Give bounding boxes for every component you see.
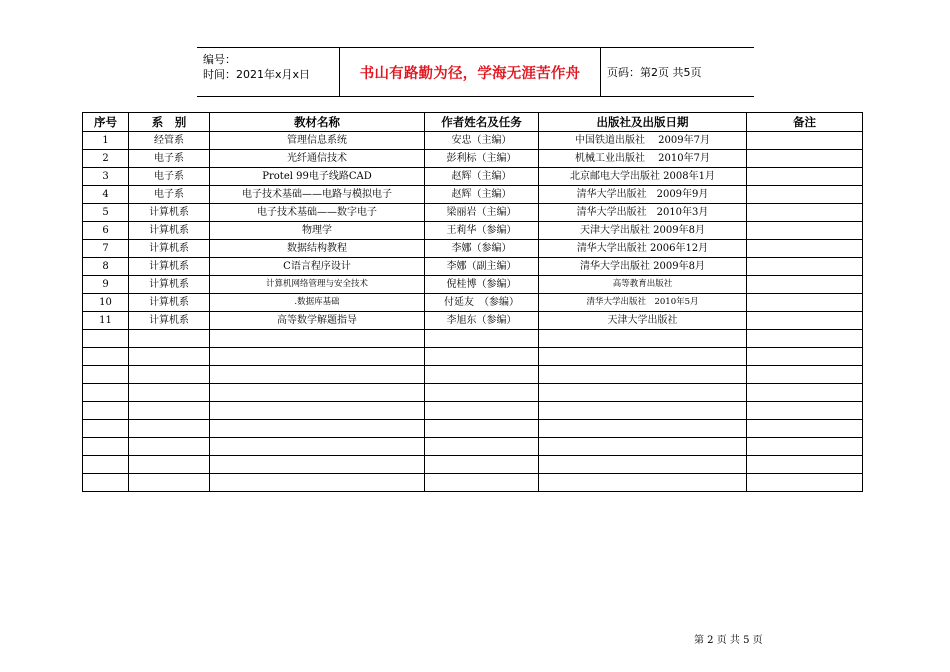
empty-cell	[83, 330, 129, 348]
cell-textbook-name: 物理学	[210, 222, 425, 240]
cell-author: 赵辉（主编）	[425, 186, 539, 204]
empty-cell	[539, 402, 747, 420]
empty-cell	[747, 456, 863, 474]
cell-textbook-name: .数据库基础	[210, 294, 425, 312]
empty-cell	[83, 474, 129, 492]
cell-publisher: 清华大学出版社 2006年12月	[539, 240, 747, 258]
empty-cell	[425, 384, 539, 402]
empty-cell	[129, 384, 210, 402]
empty-cell	[747, 366, 863, 384]
empty-cell	[83, 402, 129, 420]
empty-cell	[129, 420, 210, 438]
cell-publisher: 中国铁道出版社 2009年7月	[539, 132, 747, 150]
empty-cell	[129, 456, 210, 474]
empty-cell	[129, 474, 210, 492]
cell-index: 2	[83, 150, 129, 168]
header-meta	[197, 48, 339, 96]
empty-table-row	[83, 420, 863, 438]
cell-remarks	[747, 186, 863, 204]
table-row	[83, 312, 863, 330]
table-row	[83, 294, 863, 312]
cell-publisher: 清华大学出版社 2010年5月	[539, 294, 747, 312]
header-remarks: 备注	[747, 113, 863, 132]
cell-department: 计算机系	[129, 312, 210, 330]
cell-remarks	[747, 204, 863, 222]
empty-cell	[747, 420, 863, 438]
cell-remarks	[747, 168, 863, 186]
cell-remarks	[747, 132, 863, 150]
empty-cell	[129, 366, 210, 384]
cell-textbook-name: 高等数学解题指导	[210, 312, 425, 330]
table-header-row	[83, 113, 863, 132]
header-motto: 书山有路勤为径，学海无涯苦作舟	[339, 48, 601, 96]
cell-remarks	[747, 258, 863, 276]
empty-cell	[129, 330, 210, 348]
empty-table-row	[83, 438, 863, 456]
table-row	[83, 258, 863, 276]
header-author: 作者姓名及任务	[425, 113, 539, 132]
cell-department: 电子系	[129, 150, 210, 168]
cell-index: 6	[83, 222, 129, 240]
cell-department: 计算机系	[129, 276, 210, 294]
header-publisher: 出版社及出版日期	[539, 113, 747, 132]
empty-table-row	[83, 474, 863, 492]
cell-textbook-name: 电子技术基础——电路与模拟电子	[210, 186, 425, 204]
cell-textbook-name: 管理信息系统	[210, 132, 425, 150]
empty-cell	[425, 402, 539, 420]
table-row	[83, 222, 863, 240]
cell-author: 安忠（主编）	[425, 132, 539, 150]
cell-textbook-name: 计算机网络管理与安全技术	[210, 276, 425, 294]
empty-cell	[210, 420, 425, 438]
empty-table-row	[83, 330, 863, 348]
document-time-label: 时间：2021年x月x日	[203, 68, 311, 81]
cell-index: 3	[83, 168, 129, 186]
cell-department: 计算机系	[129, 204, 210, 222]
empty-cell	[129, 438, 210, 456]
cell-department: 经管系	[129, 132, 210, 150]
empty-cell	[425, 456, 539, 474]
table-row	[83, 132, 863, 150]
empty-cell	[539, 420, 747, 438]
empty-cell	[83, 420, 129, 438]
empty-cell	[539, 384, 747, 402]
empty-cell	[539, 474, 747, 492]
empty-cell	[210, 348, 425, 366]
cell-remarks	[747, 276, 863, 294]
table-row	[83, 186, 863, 204]
header-page-label: 页码：第2页 共5页	[607, 66, 702, 79]
empty-cell	[210, 366, 425, 384]
cell-textbook-name: 数据结构教程	[210, 240, 425, 258]
header-department: 系 别	[129, 113, 210, 132]
empty-cell	[539, 366, 747, 384]
cell-index: 10	[83, 294, 129, 312]
cell-author: 赵辉（主编）	[425, 168, 539, 186]
empty-cell	[747, 474, 863, 492]
empty-cell	[425, 348, 539, 366]
cell-index: 1	[83, 132, 129, 150]
cell-index: 9	[83, 276, 129, 294]
cell-department: 计算机系	[129, 258, 210, 276]
cell-textbook-name: 电子技术基础——数字电子	[210, 204, 425, 222]
table-row	[83, 204, 863, 222]
empty-cell	[210, 330, 425, 348]
cell-publisher: 天津大学出版社 2009年8月	[539, 222, 747, 240]
empty-cell	[747, 438, 863, 456]
cell-department: 电子系	[129, 186, 210, 204]
cell-remarks	[747, 294, 863, 312]
cell-author: 王莉华（参编）	[425, 222, 539, 240]
table-row	[83, 150, 863, 168]
cell-remarks	[747, 240, 863, 258]
empty-cell	[425, 474, 539, 492]
empty-cell	[210, 384, 425, 402]
empty-table-row	[83, 456, 863, 474]
cell-textbook-name: C语言程序设计	[210, 258, 425, 276]
cell-author: 梁丽岩（主编）	[425, 204, 539, 222]
empty-cell	[83, 456, 129, 474]
table-row	[83, 276, 863, 294]
header-index: 序号	[83, 113, 129, 132]
cell-department: 电子系	[129, 168, 210, 186]
cell-remarks	[747, 222, 863, 240]
cell-publisher: 清华大学出版社 2009年9月	[539, 186, 747, 204]
cell-author: 李娜（参编）	[425, 240, 539, 258]
cell-remarks	[747, 312, 863, 330]
cell-publisher: 清华大学出版社 2010年3月	[539, 204, 747, 222]
cell-publisher: 高等教育出版社	[539, 276, 747, 294]
empty-cell	[747, 402, 863, 420]
cell-author: 付延友 （参编）	[425, 294, 539, 312]
empty-cell	[539, 456, 747, 474]
empty-cell	[210, 474, 425, 492]
empty-cell	[747, 348, 863, 366]
cell-textbook-name: Protel 99电子线路CAD	[210, 168, 425, 186]
cell-index: 8	[83, 258, 129, 276]
cell-author: 李娜（副主编）	[425, 258, 539, 276]
empty-cell	[83, 384, 129, 402]
empty-table-row	[83, 402, 863, 420]
cell-publisher: 北京邮电大学出版社 2008年1月	[539, 168, 747, 186]
document-number-label: 编号：	[203, 53, 236, 66]
empty-cell	[425, 438, 539, 456]
empty-cell	[425, 420, 539, 438]
empty-cell	[747, 330, 863, 348]
empty-cell	[129, 402, 210, 420]
empty-table-row	[83, 366, 863, 384]
empty-cell	[129, 348, 210, 366]
cell-department: 计算机系	[129, 240, 210, 258]
table-row	[83, 240, 863, 258]
empty-cell	[425, 366, 539, 384]
empty-table-row	[83, 384, 863, 402]
cell-department: 计算机系	[129, 222, 210, 240]
empty-cell	[539, 330, 747, 348]
empty-cell	[539, 438, 747, 456]
empty-cell	[83, 348, 129, 366]
cell-index: 5	[83, 204, 129, 222]
empty-cell	[83, 366, 129, 384]
cell-author: 倪桂博（参编）	[425, 276, 539, 294]
page-footer: 第 2 页 共 5 页	[694, 635, 763, 646]
table-body	[83, 132, 863, 492]
empty-cell	[747, 384, 863, 402]
table-row	[83, 168, 863, 186]
cell-department: 计算机系	[129, 294, 210, 312]
empty-cell	[539, 348, 747, 366]
cell-textbook-name: 光纤通信技术	[210, 150, 425, 168]
cell-author: 李旭东（参编）	[425, 312, 539, 330]
empty-cell	[425, 330, 539, 348]
cell-remarks	[747, 150, 863, 168]
cell-publisher: 天津大学出版社	[539, 312, 747, 330]
cell-index: 4	[83, 186, 129, 204]
header-textbook-name: 教材名称	[210, 113, 425, 132]
cell-publisher: 清华大学出版社 2009年8月	[539, 258, 747, 276]
cell-index: 7	[83, 240, 129, 258]
document-header	[197, 47, 754, 97]
textbook-table	[82, 112, 863, 492]
empty-cell	[210, 402, 425, 420]
empty-cell	[83, 438, 129, 456]
cell-publisher: 机械工业出版社 2010年7月	[539, 150, 747, 168]
cell-author: 彭利标（主编）	[425, 150, 539, 168]
cell-index: 11	[83, 312, 129, 330]
empty-cell	[210, 438, 425, 456]
empty-cell	[210, 456, 425, 474]
empty-table-row	[83, 348, 863, 366]
